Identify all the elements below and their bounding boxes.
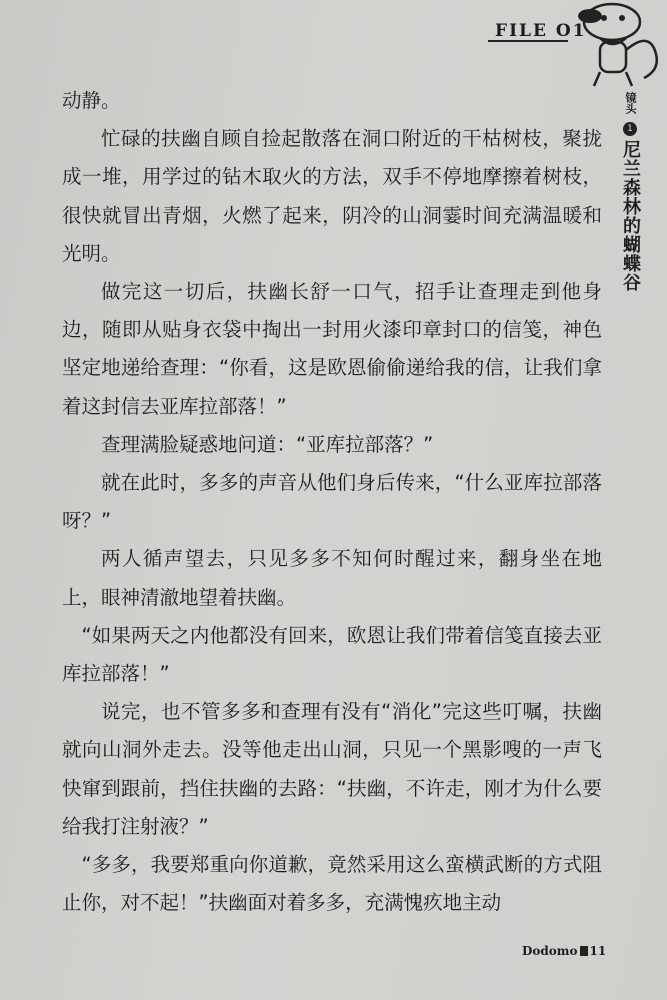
paragraph: 动静。: [62, 89, 121, 112]
paragraph: 就在此时，多多的声音从他们身后传来，“什么亚库拉部落呀？”: [62, 471, 602, 533]
side-top-label: 镜头: [624, 92, 637, 114]
dog-mascot-icon: [560, 0, 667, 90]
footer-brand: Dodomo: [522, 944, 578, 958]
paragraph: 做完这一切后，扶幽长舒一口气，招手让查理走到他身边，随即从贴身衣袋中掏出一封用火漆印章封口的信笺，神色坚定地递给查理：“你看，这是欧恩偷偷递给我的信，让我们拿着这封信去亚库拉部落！”: [62, 280, 602, 418]
page-footer: [522, 944, 606, 958]
paragraph: “多多，我要郑重向你道歉，竟然采用这么蛮横武断的方式阻止你，对不起！”扶幽面对着多多，充满愧疚地主动: [62, 853, 602, 915]
paragraph: 查理满脸疑惑地问道：“亚库拉部落？”: [101, 432, 434, 456]
footer-square-icon: [580, 946, 588, 956]
file-label: FILE O1: [495, 21, 587, 41]
paragraph: 说完，也不管多多和查理有没有“消化”完这些叮嘱，扶幽就向山洞外走去。没等他走出山洞，只见一个黑影嗖的一声飞快窜到跟前，挡住扶幽的去路：“扶幽，不许走，刚才为什么要给我打注射液？”: [62, 700, 602, 838]
paragraph: 忙碌的扶幽自顾自捡起散落在洞口附近的干枯树枝，聚拢成一堆，用学过的钻木取火的方法，双手不停地摩擦着树枝，很快就冒出青烟，火燃了起来，阴冷的山洞霎时间充满温暖和光明。: [62, 127, 602, 265]
paragraph: “如果两天之内他都没有回来，欧恩让我们带着信笺直接去亚库拉部落！”: [62, 623, 602, 686]
page-number: 11: [589, 944, 607, 958]
side-chapter-column: [610, 92, 650, 292]
chapter-title: 尼兰森林的蝴蝶谷: [620, 140, 641, 292]
paragraph: 两人循声望去，只见多多不知何时醒过来，翻身坐在地上，眼神清澈地望着扶幽。: [62, 547, 602, 609]
chapter-number-badge: 1: [623, 122, 637, 136]
body-text: [62, 82, 602, 922]
